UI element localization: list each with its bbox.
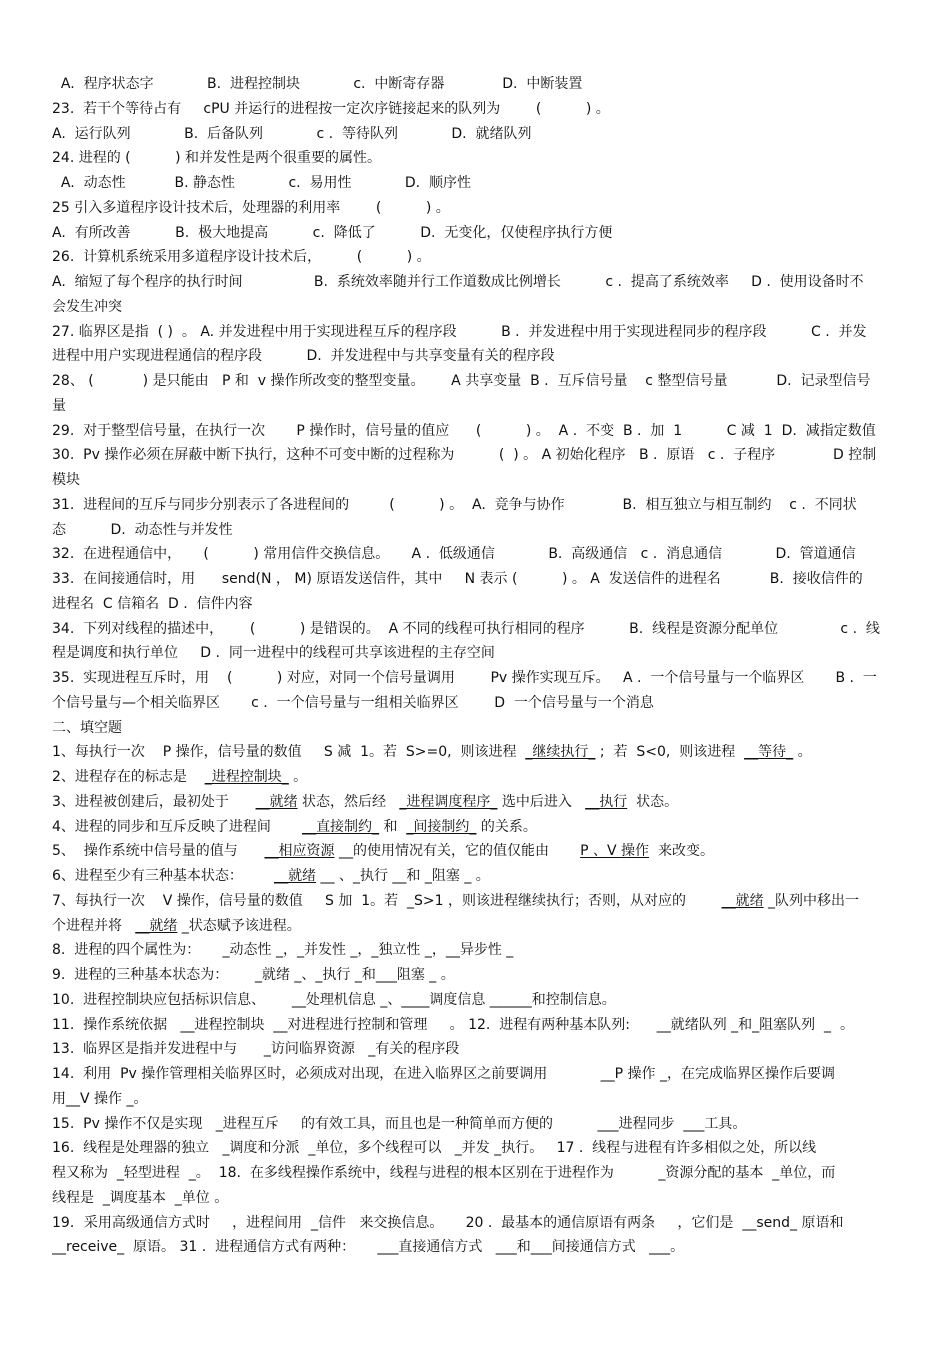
text-run: 29. 对于整型信号量，在执行一次 P 操作时，信号量的值应 ( ) 。 A . 不变 B . 加 1 C 减 1 D. 减指定数值: [52, 422, 876, 439]
text-run: 程是调度和执行单位 D . 同一进程中的线程可共享该进程的主存空间: [52, 645, 495, 662]
text-line: [52, 595, 898, 613]
text-line: [52, 694, 898, 712]
text-run: 量: [52, 397, 66, 414]
text-run: 用__V 操作 _。: [52, 1090, 148, 1107]
text-run: 16. 线程是处理器的独立 _调度和分派 _单位，多个线程可以 _并发 _执行。 17 . 线程与进程有许多相似之处，所以线: [52, 1140, 817, 1157]
text-line: [52, 199, 898, 217]
answer-blank: __就绪: [135, 917, 178, 934]
text-run: 15. Pv 操作不仅是实现 _进程互斥 的有效工具，而且也是一种简单而方便的 ___进程同步 ___工具。: [52, 1115, 747, 1132]
text-run: A. 动态性 B. 静态性 c. 易用性 D. 顺序性: [52, 175, 472, 191]
text-run: 进程名 C 信箱名 D . 信件内容: [52, 595, 253, 612]
text-line: [52, 1065, 898, 1083]
text-run: 会发生冲突: [52, 298, 122, 315]
answer-blank: __相应资源: [264, 843, 335, 860]
text-run: 。: [793, 744, 812, 761]
text-run: 线程是 _调度基本 _单位 。: [52, 1189, 229, 1206]
text-run: A. 程序状态字 B. 进程控制块 c. 中断寄存器 D. 中断装置: [52, 76, 583, 92]
text-run: 模块: [52, 472, 80, 488]
text-line: [52, 743, 898, 761]
text-line: [52, 1115, 898, 1133]
text-line: [52, 966, 898, 984]
text-run: 34. 下列对线程的描述中， ( ) 是错误的。 A 不同的线程可执行相同的程序 B. 线程是资源分配单位 c . 线: [52, 620, 880, 637]
text-run: 选中后进入: [497, 793, 586, 810]
text-line: [52, 372, 898, 390]
text-line: [52, 842, 898, 860]
text-run: 11. 操作系统依据 __进程控制块 __对进程进行控制和管理 。 12. 进程有两种基本队列: __就绪队列 _和_阻塞队列 _ 。: [52, 1016, 854, 1033]
text-run: __的使用情况有关，它的值仅能由: [334, 843, 581, 860]
text-run: A. 缩短了每个程序的执行时间 B. 系统效率随并行工作道数成比例增长 c . 提高了系统效率 D . 使用设备时不: [52, 274, 864, 290]
text-run: 14. 利用 Pv 操作管理相关临界区时，必须成对出现，在进入临界区之前要调用 __P 操作 _，在完成临界区操作后要调: [52, 1066, 835, 1082]
text-run: A. 有所改善 B. 极大地提高 c. 降低了 D. 无变化，仅使程序执行方便: [52, 224, 613, 241]
text-run: 进程中用户实现进程通信的程序段 D. 并发进程中与共享变量有关的程序段: [52, 348, 555, 365]
text-line: [52, 100, 898, 118]
text-run: ; 若 S<0, 则该进程: [595, 744, 745, 761]
answer-blank: __等待_: [744, 744, 794, 761]
text-run: 来改变。: [649, 843, 714, 860]
text-run: 4、进程的同步和互斥反映了进程间: [52, 818, 303, 835]
text-line: [52, 1040, 898, 1058]
text-line: [52, 446, 898, 464]
text-run: 状态，然后经: [297, 793, 400, 810]
text-run: A. 运行队列 B. 后备队列 c . 等待队列 D. 就绪队列: [52, 125, 532, 142]
text-line: [52, 669, 898, 687]
text-line: [52, 867, 898, 885]
text-line: [52, 323, 898, 341]
answer-blank: P 、V 操作: [580, 843, 650, 860]
text-run: 8. 进程的四个属性为： _动态性 _，_并发性 _，_独立性 _，__异步性 _: [52, 942, 514, 959]
text-run: __receive_ 原语。 31 . 进程通信方式有两种： ___直接通信方式 ___和___间接通信方式 ___。: [52, 1239, 685, 1256]
text-run: 状态。: [627, 793, 679, 810]
text-line: [52, 397, 898, 415]
text-line: [52, 298, 898, 316]
text-run: 31. 进程间的互斥与同步分别表示了各进程间的 ( ) 。 A. 竞争与协作 B. 相互独立与相互制约 c . 不同状: [52, 496, 857, 513]
text-line: [52, 917, 898, 935]
text-run: 3、进程被创建后，最初处于: [52, 793, 256, 810]
text-run: 19．采用高级通信方式时 ，进程间用 _信件 来交换信息。 20 . 最基本的通信原语有两条 ，它们是 __send_ 原语和: [52, 1214, 844, 1231]
text-run: _队列中移出一: [763, 892, 860, 909]
text-run: 9. 进程的三种基本状态为： _就绪 _、_执行 _和___阻塞 _ 。: [52, 967, 455, 983]
text-run: __ 、_执行 __和 _阻塞 _ 。: [316, 868, 490, 884]
text-line: [52, 422, 898, 440]
text-line: [52, 496, 898, 514]
answer-blank: __就绪: [721, 892, 764, 909]
text-run: 个进程并将: [52, 917, 136, 934]
text-line: [52, 793, 898, 811]
answer-blank: _进程调度程序_: [399, 793, 498, 810]
text-line: [52, 174, 898, 192]
text-run: 态 D. 动态性与并发性: [52, 521, 233, 538]
text-line: [52, 1090, 898, 1108]
text-line: [52, 149, 898, 167]
text-run: 2、进程存在的标志是: [52, 769, 205, 785]
text-run: 25 引入多道程序设计技术后，处理器的利用率 ( ) 。: [52, 199, 450, 216]
answer-blank: _进程控制块_: [204, 769, 289, 785]
text-line: [52, 1139, 898, 1157]
text-run: 和: [379, 818, 407, 835]
answer-blank: __执行: [585, 793, 628, 810]
text-line: [52, 521, 898, 539]
answer-blank: __直接制约_: [302, 818, 380, 835]
text-line: [52, 570, 898, 588]
text-run: 13. 临界区是指并发进程中与 _访问临界资源 _有关的程序段: [52, 1041, 460, 1058]
answer-blank: _继续执行_: [525, 744, 596, 761]
text-run: 的关系。: [476, 818, 537, 835]
text-line: [52, 273, 898, 291]
text-run: 6、进程至少有三种基本状态：: [52, 868, 275, 884]
text-run: 33. 在间接通信时，用 send(N ， M) 原语发送信件，其中 N 表示 ( ) 。 A 发送信件的进程名 B. 接收信件的: [52, 571, 863, 587]
text-run: 个信号量与—个相关临界区 c . 一个信号量与一组相关临界区 D 一个信号量与一个消息: [52, 694, 654, 711]
text-line: [52, 719, 898, 737]
text-run: 35. 实现进程互斥时，用 ( ) 对应，对同一个信号量调用 Pv 操作实现互斥。 A . 一个信号量与一个临界区 B . 一: [52, 670, 877, 686]
text-run: _状态赋予该进程。: [177, 917, 301, 934]
answer-blank: __就绪: [274, 868, 317, 884]
text-run: 23. 若干个等待占有 cPU 并运行的进程按一定次序链接起来的队列为 ( ) 。: [52, 100, 610, 117]
answer-blank: _间接制约_: [406, 818, 477, 835]
text-line: [52, 545, 898, 563]
text-line: [52, 644, 898, 662]
text-run: 10. 进程控制块应包括标识信息、 __处理机信息 _、____调度信息 ______和控制信息。: [52, 991, 616, 1008]
text-line: [52, 1189, 898, 1207]
text-line: [52, 620, 898, 638]
text-run: 二、填空题: [52, 719, 122, 736]
text-line: [52, 471, 898, 489]
text-line: [52, 125, 898, 143]
text-line: [52, 1016, 898, 1034]
text-line: [52, 75, 898, 93]
text-run: 24. 进程的 ( ) 和并发性是两个很重要的属性。: [52, 150, 382, 167]
text-line: [52, 248, 898, 266]
text-line: [52, 1164, 898, 1182]
text-run: 。: [288, 769, 308, 785]
answer-blank: __就绪: [255, 793, 298, 810]
text-line: [52, 991, 898, 1009]
text-line: [52, 768, 898, 786]
text-line: [52, 941, 898, 959]
text-run: 26. 计算机系统采用多道程序设计技术后， ( ) 。: [52, 249, 431, 266]
text-run: 程又称为 _轻型进程 _。 18. 在多线程操作系统中，线程与进程的根本区别在于进程作为 _资源分配的基本 _单位，而: [52, 1165, 836, 1181]
text-line: [52, 892, 898, 910]
text-run: 28、 ( ) 是只能由 P 和 v 操作所改变的整型变量。 A 共享变量 B . 互斥信号量 c 整型信号量 D. 记录型信号: [52, 373, 871, 389]
text-run: 27. 临界区是指 ( ) 。 A. 并发进程中用于实现进程互斥的程序段 B . 并发进程中用于实现进程同步的程序段 C . 并发: [52, 323, 867, 340]
text-run: 32. 在进程通信中， ( ) 常用信件交换信息。 A . 低级通信 B. 高级通信 c . 消息通信 D. 管道通信: [52, 546, 856, 563]
text-line: [52, 224, 898, 242]
text-run: 7、每执行一次 V 操作，信号量的数值 S 加 1。若 _S>1 ，则该进程继续执行；否则，从对应的: [52, 892, 722, 909]
text-line: [52, 347, 898, 365]
text-line: [52, 818, 898, 836]
text-run: 5、 操作系统中信号量的值与: [52, 843, 265, 860]
text-line: [52, 1238, 898, 1256]
text-run: 1、每执行一次 P 操作，信号量的数值 S 减 1。若 S>=0, 则该进程: [52, 744, 526, 761]
text-run: 30. Pv 操作必须在屏蔽中断下执行，这种不可变中断的过程称为 ( ) 。 A 初始化程序 B . 原语 c . 子程序 D 控制: [52, 447, 877, 464]
text-line: [52, 1214, 898, 1232]
